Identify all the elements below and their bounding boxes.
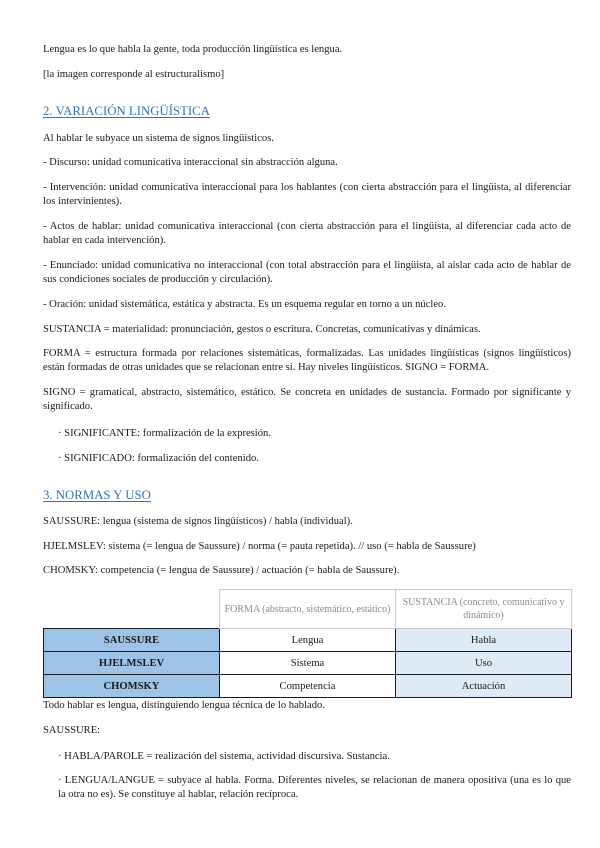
cell-sustancia: Habla — [396, 629, 572, 652]
section-2-paragraph: - Oración: unidad sistemática, estática y abstracta. Es un esquema regular en torno a un núcleo. — [43, 299, 447, 310]
section-2-paragraph: SUSTANCIA = materialidad: pronunciación, gestos o escritura. Concretas, comunicativas y dinámicas. — [43, 324, 481, 335]
section-2-bullet: · SIGNIFICADO: formalización del contenido. — [58, 453, 259, 464]
table-header-row — [44, 590, 572, 629]
section-2-bullet: · SIGNIFICANTE: formalización de la expresión. — [58, 428, 271, 439]
intro-line-1: Lengua es lo que habla la gente, toda producción lingüística es lengua. — [43, 44, 343, 55]
section-3-paragraph: CHOMSKY: competencia (= lengua de Saussure) / actuación (= habla de Saussure). — [43, 565, 400, 576]
table-row — [44, 652, 572, 675]
column-header-sustancia: SUSTANCIA (concreto, comunicativo y dinámico) — [396, 590, 572, 629]
cell-forma: Sistema — [220, 652, 396, 675]
section-2-paragraph: - Enunciado: unidad comunicativa no interaccional (con total abstracción para el lingüista, al aislar cada acto de hablar de sus condiciones sociales de producción y circulación). — [43, 260, 571, 285]
after-bullet: · HABLA/PAROLE = realización del sistema, actividad discursiva. Sustancia. — [58, 751, 390, 762]
cell-forma: Lengua — [220, 629, 396, 652]
table-row — [44, 629, 572, 652]
table-corner — [44, 590, 220, 629]
section-2-paragraph: SIGNO = gramatical, abstracto, sistemático, estático. Se concreta en unidades de sustancia. Formado por significante y significado. — [43, 387, 571, 412]
section-2-paragraph: - Discurso: unidad comunicativa interaccional sin abstracción alguna. — [43, 157, 338, 168]
cell-sustancia: Uso — [396, 652, 572, 675]
cell-sustancia: Actuación — [396, 675, 572, 698]
section-3-paragraph: HJELMSLEV: sistema (= lengua de Saussure) / norma (= pauta repetida). // uso (= habla de Saussure) — [43, 541, 476, 552]
intro-line-2: [la imagen corresponde al estructuralismo] — [43, 69, 225, 80]
cell-forma: Competencia — [220, 675, 396, 698]
after-paragraph: Todo hablar es lengua, distinguiendo lengua técnica de lo hablado. — [43, 700, 325, 711]
row-header-author: CHOMSKY — [44, 675, 220, 698]
row-header-author: SAUSSURE — [44, 629, 220, 652]
row-header-author: HJELMSLEV — [44, 652, 220, 675]
section-2-paragraph: - Intervención: unidad comunicativa interaccional para los hablantes (con cierta abstracción para el lingüista, al diferenciar los intervinientes). — [43, 182, 571, 207]
column-header-forma: FORMA (abstracto, sistemático, estático) — [220, 590, 396, 629]
table-row — [44, 675, 572, 698]
after-paragraph: SAUSSURE: — [43, 725, 101, 736]
section-2-paragraph: - Actos de hablar: unidad comunicativa interaccional (con cierta abstracción para el lingüista, al diferenciar cada acto de hablar en cada intervención). — [43, 221, 571, 246]
section-2-paragraph: FORMA = estructura formada por relaciones sistemáticas, formalizadas. Las unidades lingüísticas (signos lingüísticos) están formadas de otras unidades que se relacionan entre sí. Hay niveles lingüísticos. SIGNO = FORMA. — [43, 348, 571, 373]
section-2-heading: 2. VARIACIÓN LINGÜÍSTICA — [43, 104, 210, 118]
after-bullet: · LENGUA/LANGUE = subyace al habla. Forma. Diferentes niveles, se relacionan de manera opositiva (una es lo que la otra no es). Se constituye al hablar, relación recíproca. — [58, 775, 571, 800]
section-2-paragraph: Al hablar le subyace un sistema de signos lingüísticos. — [43, 133, 274, 144]
section-3-heading: 3. NORMAS Y USO — [43, 488, 151, 502]
section-3-paragraph: SAUSSURE: lengua (sistema de signos lingüísticos) / habla (individual). — [43, 516, 353, 527]
comparison-table — [43, 589, 572, 698]
